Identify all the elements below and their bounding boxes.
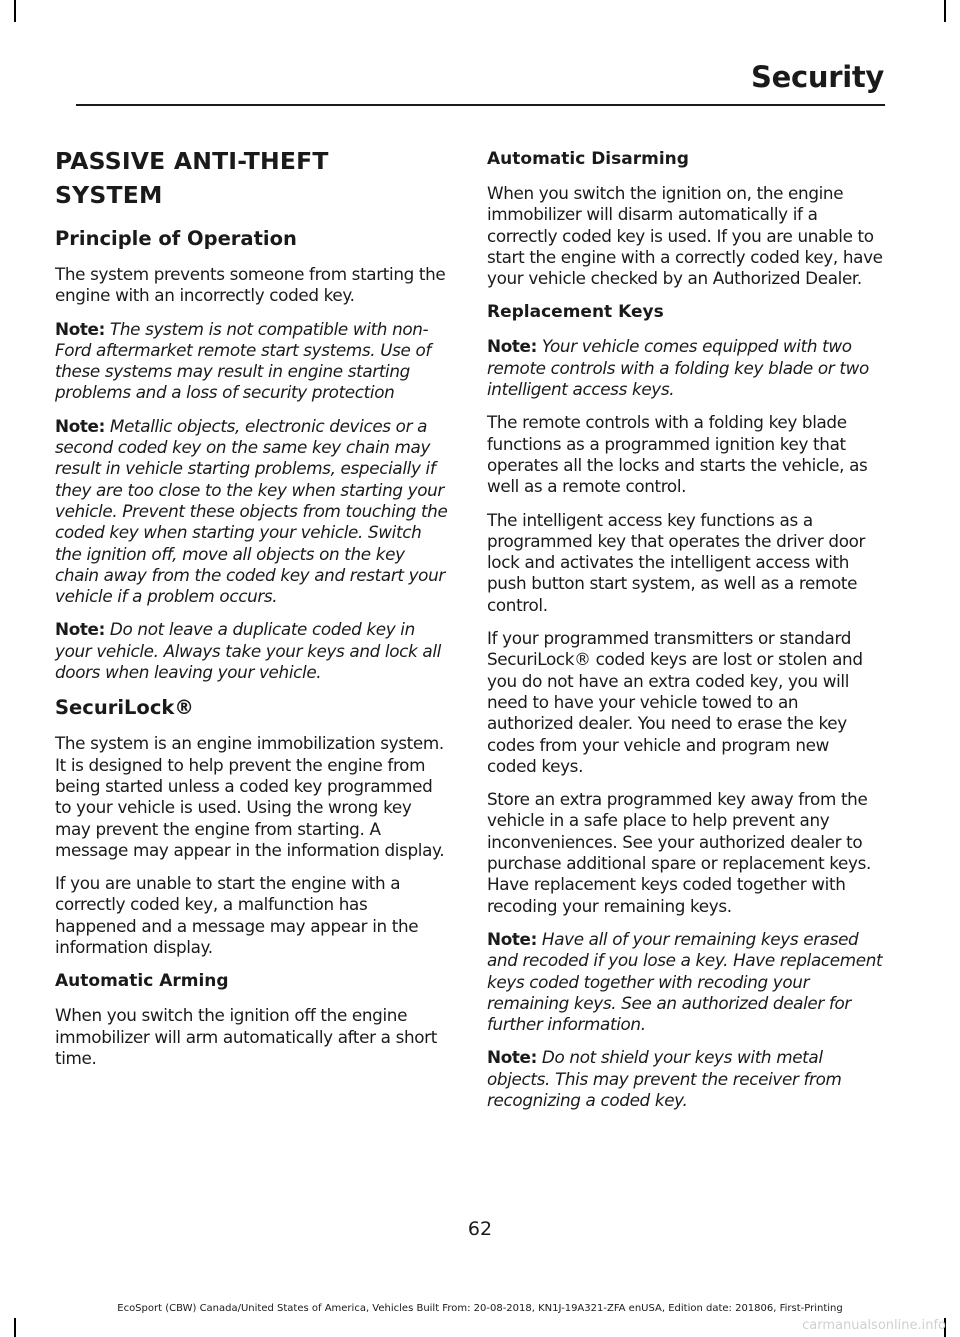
note-duplicate-key xyxy=(55,619,450,683)
note-text: Your vehicle comes equipped with two remote controls with a folding key blade or two intelligent access keys. xyxy=(487,336,869,400)
automatic-disarming-heading: Automatic Disarming xyxy=(487,149,689,169)
header-divider xyxy=(76,104,885,106)
note-label: Note: xyxy=(55,318,105,339)
note-metal-shield xyxy=(487,1047,883,1111)
principle-paragraph: The system prevents someone from starting the engine with an incorrectly coded key. xyxy=(55,264,446,306)
section-header-title: Security xyxy=(751,60,884,94)
note-text: Metallic objects, electronic devices or a second coded key on the same key chain may result in vehicle starting problems, especially if they are too close to the key when starting your vehicle. Prevent these objects from touching the coded key when starting your vehicle. Switch the ignition off, move all objects on the key chain away from the coded key and restart your vehicle if a problem occurs. xyxy=(55,415,448,607)
note-label: Note: xyxy=(487,928,537,949)
watermark: carmanualsonline.info xyxy=(802,1318,946,1333)
left-column xyxy=(55,140,450,1081)
note-label: Note: xyxy=(487,336,537,357)
principle-heading: Principle of Operation xyxy=(55,227,297,250)
note-remote-controls xyxy=(487,336,883,400)
note-label: Note: xyxy=(487,1047,537,1068)
automatic-disarming-paragraph: When you switch the ignition on, the engine immobilizer will disarm automatically if a correctly coded key is used. If you are unable to start the engine with a correctly coded key, have your vehicle checked by an Authorized Dealer. xyxy=(487,183,883,289)
crop-mark-bottom-left xyxy=(14,1318,16,1337)
securilock-paragraph-2: If you are unable to start the engine with a correctly coded key, a malfunction has happened and a message may appear in the information display. xyxy=(55,873,419,958)
securilock-heading: SecuriLock® xyxy=(55,696,194,720)
note-label: Note: xyxy=(55,415,105,436)
crop-mark-top-left xyxy=(14,0,16,22)
automatic-arming-paragraph: When you switch the ignition off the engine immobilizer will arm automatically after a short time. xyxy=(55,1005,437,1068)
automatic-arming-heading: Automatic Arming xyxy=(55,971,229,992)
edition-footer: EcoSport (CBW) Canada/United States of America, Vehicles Built From: 20-08-2018, KN1J-19A321-ZFA enUSA, Edition date: 201806, First-Printing xyxy=(117,1303,843,1314)
note-label: Note: xyxy=(55,619,105,640)
lost-keys-paragraph: If your programmed transmitters or standard SecuriLock® coded keys are lost or stolen and you do not have an extra coded key, you will need to have your vehicle towed to an authorized dealer. You need to erase the key codes from your vehicle and program new coded keys. xyxy=(487,628,863,776)
right-column xyxy=(487,140,883,1123)
replacement-keys-heading: Replacement Keys xyxy=(487,302,664,323)
main-title-line2: SYSTEM xyxy=(55,181,163,209)
remote-controls-paragraph: The remote controls with a folding key blade functions as a programmed ignition key that operates all the locks and starts the vehicle, as well as a remote control. xyxy=(487,412,868,497)
main-title-line1: PASSIVE ANTI-THEFT xyxy=(55,147,329,175)
note-text: The system is not compatible with non-Ford aftermarket remote start systems. Use of these systems may result in engine starting problems and a loss of security protection xyxy=(55,318,431,403)
securilock-paragraph-1: The system is an engine immobilization system. It is designed to help prevent the engine from being started unless a coded key programmed to your vehicle is used. Using the wrong key may prevent the engine from starting. A message may appear in the information display. xyxy=(55,733,445,860)
page-number: 62 xyxy=(467,1218,493,1240)
note-text: Have all of your remaining keys erased and recoded if you lose a key. Have replacement keys coded together with recoding your remaining keys. See an authorized dealer for further information. xyxy=(487,928,883,1035)
main-title xyxy=(55,144,450,212)
note-text: Do not leave a duplicate coded key in your vehicle. Always take your keys and lock all doors when leaving your vehicle. xyxy=(55,619,441,683)
note-metallic-objects xyxy=(55,416,450,608)
intelligent-access-paragraph: The intelligent access key functions as a programmed key that operates the driver door lock and activates the intelligent access with push button start system, as well as a remote control. xyxy=(487,509,866,615)
note-aftermarket xyxy=(55,319,450,404)
note-recode-keys xyxy=(487,929,883,1035)
crop-mark-top-right xyxy=(944,0,946,22)
store-key-paragraph: Store an extra programmed key away from the vehicle in a safe place to help prevent any inconveniences. See your authorized dealer to purchase additional spare or replacement keys. Have replacement keys coded together with recoding your remaining keys. xyxy=(487,789,871,916)
note-text: Do not shield your keys with metal objects. This may prevent the receiver from recognizing a coded key. xyxy=(487,1047,842,1110)
